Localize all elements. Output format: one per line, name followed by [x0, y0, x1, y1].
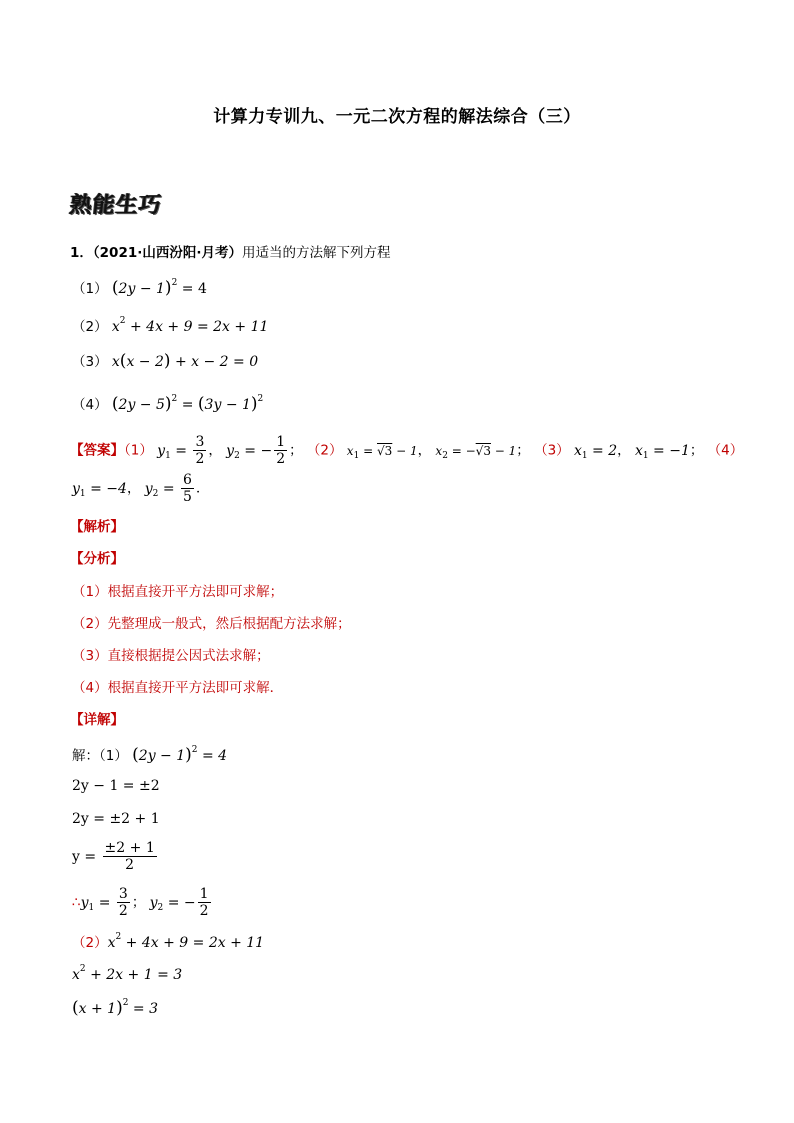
- answer-label: 【答案】: [70, 442, 124, 459]
- item-equation: $x^2 + 4x + 9 = 2x + 11$: [111, 316, 269, 335]
- answer-line-2: $y_1 = -4$， $y_2$ = $\frac{6}{5}$ ．: [72, 472, 210, 505]
- analysis-label: 【解析】: [70, 519, 124, 535]
- detail-step-5: $(2)x^2 + 4x + 9 = 2x + 11$: [72, 932, 265, 951]
- item-label: （4）: [72, 397, 108, 413]
- item-label: （2）: [72, 319, 108, 335]
- answer-line-1: 【答案】（1） $y_1$ = $\frac{3}{2}$ ， $y_2$ = − $\frac{1}{2}$ ； （2） $x_1 = √3 - 1$， $x_2 = -√3 - 1$； （3） $x_1 = 2$， $x_1 = -1$； （4）: [70, 434, 744, 467]
- detail-intro-line: [72, 744, 227, 765]
- problem-item-1: [72, 277, 207, 298]
- problem-item-4: [72, 393, 263, 414]
- analysis-line-3: （3）直接根据提公因式法求解；: [72, 648, 270, 664]
- detail-eq-1: $(2y - 1)^2 = 4$: [132, 745, 228, 765]
- item-equation: x(x − 2) + x − 2 = 0: [111, 351, 259, 371]
- detail-label: 【详解】: [70, 712, 124, 728]
- problem-prompt: 用适当的方法解下列方程: [242, 245, 391, 261]
- answer-part-4-label: （4）: [707, 442, 744, 459]
- answer-part-1-label: （1）: [124, 442, 153, 459]
- analysis-line-1: （1）根据直接开平方法即可求解；: [72, 584, 284, 600]
- answer-part-2-label: （2）: [306, 442, 343, 459]
- detail-step-3: y = $\frac{\pm 2 + 1}{2}$: [72, 840, 155, 873]
- detail-step-6: $x^2 + 2x + 1 = 3$: [72, 964, 183, 983]
- page-title: 计算力专训九、一元二次方程的解法综合（三）: [213, 107, 581, 127]
- section-banner: 熟能生巧: [68, 193, 164, 218]
- item-equation: $(2y - 1)^2 = 4$: [111, 278, 207, 298]
- analysis-line-2: （2）先整理成一般式，然后根据配方法求解；: [72, 616, 351, 632]
- problem-source: （2021·山西汾阳·月考）: [92, 245, 242, 261]
- detail-step-2: 2y = ±2 + 1: [72, 811, 160, 827]
- answer-1-y2: $y_2$ = − $\frac{1}{2}$: [226, 434, 286, 467]
- item-equation: $(2y - 5)^2 = (3y - 1)^2$: [111, 394, 264, 414]
- answer-2-x2: $x_2 = -√3 - 1$: [435, 443, 517, 461]
- answer-1-y1: $y_1$ = $\frac{3}{2}$: [157, 434, 205, 467]
- detail-intro: 解：（1）: [72, 748, 128, 764]
- answer-2-x1: $x_1 = √3 - 1$: [346, 443, 418, 461]
- item-label: （3）: [72, 354, 108, 370]
- analysis-sub-label: 【分析】: [70, 551, 124, 567]
- problem-item-3: [72, 350, 258, 371]
- problem-header: [70, 241, 391, 261]
- detail-step-1: 2y − 1 = ±2: [72, 778, 160, 794]
- answer-part-3-label: （3）: [534, 442, 570, 459]
- problem-item-2: [72, 315, 268, 335]
- answer-3-x2: $x_1 = -1$: [634, 442, 690, 461]
- problem-number: 1．: [70, 245, 93, 261]
- answer-3-x1: $x_1 = 2$: [573, 442, 618, 461]
- detail-step-4: $\therefore y_1$ = $\frac{3}{2}$ ； $y_2$ = − $\frac{1}{2}$: [72, 886, 209, 919]
- answer-4-y2: $y_2$ = $\frac{6}{5}$: [144, 472, 192, 505]
- item-label: （1）: [72, 281, 108, 297]
- answer-4-y1: $y_1 = -4$: [72, 480, 127, 499]
- analysis-line-4: （4）根据直接开平方法即可求解．: [72, 680, 284, 696]
- detail-step-7: $(x + 1)^2 = 3$: [72, 998, 158, 1018]
